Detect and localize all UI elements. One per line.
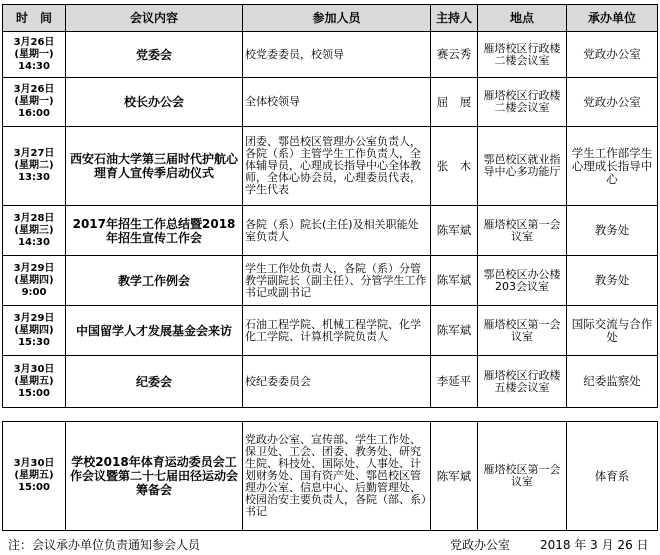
header-unit: 承办单位 — [567, 5, 658, 32]
meeting-organizer: 党政办公室 — [567, 78, 658, 127]
meeting-participants: 学生工作处负责人，各院（系）分管教学副院长（副主任）、分管学生工作书记或副书记 — [243, 256, 431, 306]
header-host: 主持人 — [431, 5, 478, 32]
table-row — [3, 256, 658, 306]
meeting-host: 李延平 — [431, 356, 478, 408]
meeting-place: 雁塔校区第一会议室 — [478, 206, 567, 256]
header-time: 时 间 — [3, 5, 66, 32]
meeting-schedule-extra-table — [2, 421, 658, 531]
footer-organization: 党政办公室 — [450, 538, 511, 552]
meeting-time: 3月28日 (星期三) 14:30 — [3, 206, 66, 256]
meeting-participants: 石油工程学院、机械工程学院、化学化工学院、计算机学院负责人 — [243, 306, 431, 356]
meeting-place: 雁塔校区行政楼五楼会议室 — [478, 356, 567, 408]
meeting-time: 3月29日 (星期四) 9:00 — [3, 256, 66, 306]
table-row — [3, 32, 658, 78]
meeting-participants: 全体校领导 — [243, 78, 431, 127]
meeting-time: 3月26日 (星期一) 16:00 — [3, 78, 66, 127]
meeting-host: 陈军斌 — [431, 422, 478, 531]
meeting-content: 党委会 — [66, 32, 243, 78]
meeting-time: 3月30日 (星期五) 15:00 — [3, 422, 66, 531]
table-row — [3, 422, 658, 531]
meeting-host: 陈军斌 — [431, 206, 478, 256]
meeting-time: 3月26日 (星期一) 14:30 — [3, 32, 66, 78]
meeting-time: 3月27日 (星期二) 13:30 — [3, 127, 66, 206]
meeting-place: 鄠邑校区办公楼203会议室 — [478, 256, 567, 306]
meeting-participants: 各院（系）院长(主任)及相关职能处室负责人 — [243, 206, 431, 256]
meeting-place: 雁塔校区行政楼二楼会议室 — [478, 32, 567, 78]
table-row — [3, 78, 658, 127]
header-place: 地点 — [478, 5, 567, 32]
table-row — [3, 127, 658, 206]
meeting-participants: 校纪委委员会 — [243, 356, 431, 408]
meeting-content: 教学工作例会 — [66, 256, 243, 306]
meeting-host: 赛云秀 — [431, 32, 478, 78]
meeting-time: 3月29日 (星期四) 15:30 — [3, 306, 66, 356]
header-people: 参加人员 — [243, 5, 431, 32]
meeting-host: 张 木 — [431, 127, 478, 206]
meeting-content: 纪委会 — [66, 356, 243, 408]
meeting-place: 鄠邑校区就业指导中心多功能厅 — [478, 127, 567, 206]
meeting-participants: 党政办公室、宣传部、学生工作处、保卫处、工会、团委、教务处、研究生院、科技处、国际处、人事处、计划财务处、国有资产处、鄠邑校区管理办公室、信息中心、后勤管理处、校园治安主要负责人，各院（部、系）书记 — [243, 422, 431, 531]
footer-date: 2018 年 3 月 26 日 — [540, 538, 649, 552]
meeting-schedule-table — [2, 4, 658, 408]
meeting-content: 学校2018年体育运动委员会工作会议暨第二十七届田径运动会筹备会 — [66, 422, 243, 531]
meeting-organizer: 国际交流与合作处 — [567, 306, 658, 356]
meeting-content: 2017年招生工作总结暨2018年招生宣传工作会 — [66, 206, 243, 256]
meeting-organizer: 教务处 — [567, 256, 658, 306]
header-content: 会议内容 — [66, 5, 243, 32]
table-row — [3, 356, 658, 408]
meeting-organizer: 体育系 — [567, 422, 658, 531]
meeting-place: 雁塔校区第一会议室 — [478, 422, 567, 531]
meeting-content: 西安石油大学第三届时代护航心理育人宣传季启动仪式 — [66, 127, 243, 206]
meeting-time: 3月30日 (星期五) 15:00 — [3, 356, 66, 408]
meeting-place: 雁塔校区行政楼二楼会议室 — [478, 78, 567, 127]
meeting-content: 校长办公会 — [66, 78, 243, 127]
footer-note: 注：会议承办单位负责通知参会人员 — [8, 538, 201, 552]
meeting-host: 陈军斌 — [431, 306, 478, 356]
meeting-participants: 校党委委员，校领导 — [243, 32, 431, 78]
meeting-organizer: 学生工作部学生心理成长指导中心 — [567, 127, 658, 206]
meeting-organizer: 纪委监察处 — [567, 356, 658, 408]
table-row — [3, 206, 658, 256]
meeting-place: 雁塔校区第一会议室 — [478, 306, 567, 356]
table-header-row — [3, 5, 658, 32]
meeting-content: 中国留学人才发展基金会来访 — [66, 306, 243, 356]
meeting-host: 屈 展 — [431, 78, 478, 127]
meeting-organizer: 教务处 — [567, 206, 658, 256]
meeting-organizer: 党政办公室 — [567, 32, 658, 78]
meeting-participants: 团委、鄠邑校区管理办公室负责人，各院（系）主管学生工作负责人，全体辅导员，心理成长指导中心全体教师，全体心协会员，心理委员代表，学生代表 — [243, 127, 431, 206]
table-row — [3, 306, 658, 356]
meeting-host: 陈军斌 — [431, 256, 478, 306]
